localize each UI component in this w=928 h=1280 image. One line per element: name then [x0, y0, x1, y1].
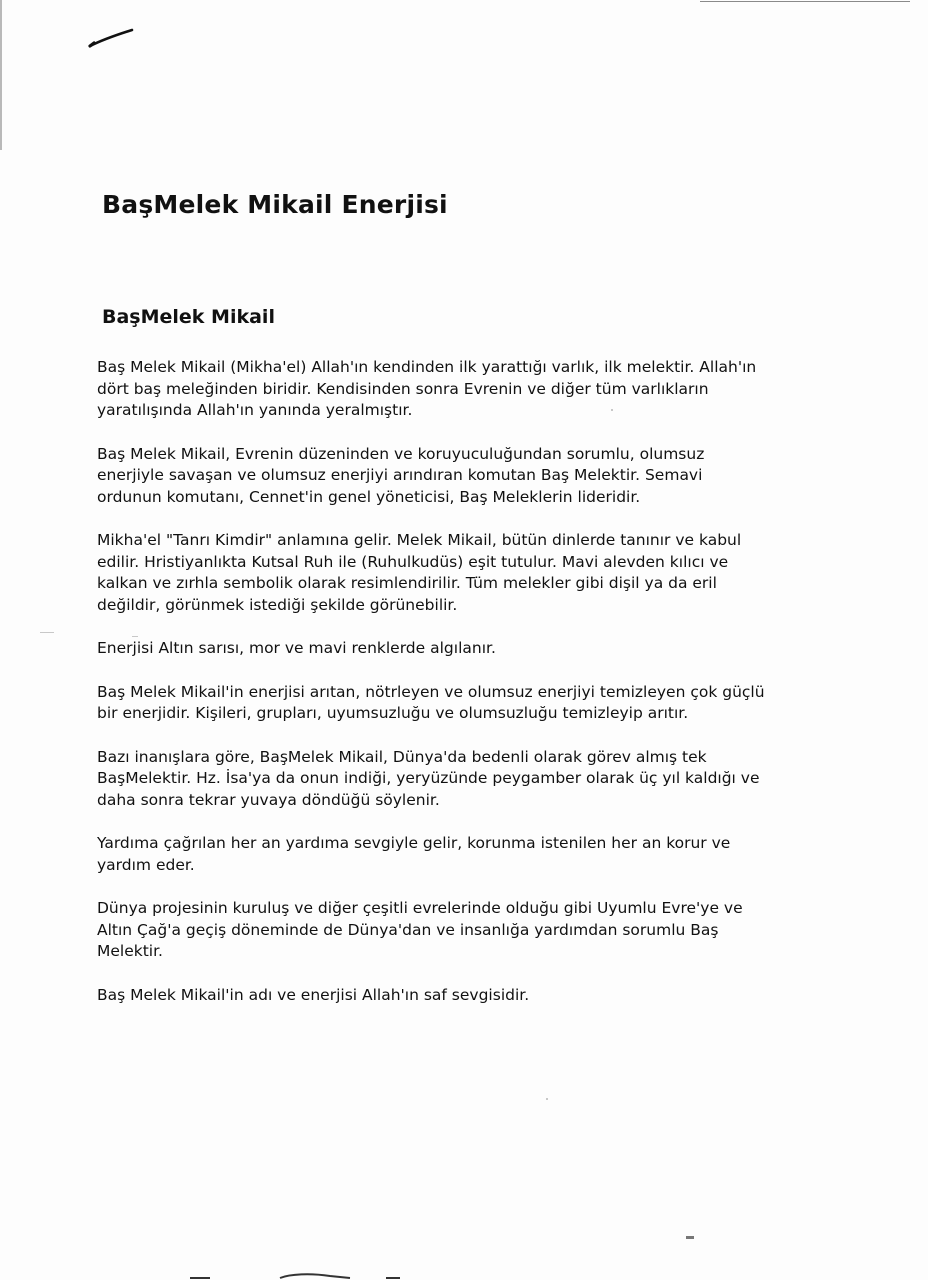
scan-bottom-mark	[190, 1272, 420, 1280]
paragraph: Mikha'el "Tanrı Kimdir" anlamına gelir. Melek Mikail, bütün dinlerde tanınır ve kabul edilir. Hristiyanlıkta Kutsal Ruh ile (Ruhulkudüs) eşit tutulur. Mavi alevden kılıcı ve kalkan ve zırhla sembolik olarak resimlendirilir. Tüm melekler gibi dişil ya da eril değildir, görünmek istediği şekilde görünebilir.	[97, 531, 742, 614]
paragraph: Yardıma çağrılan her an yardıma sevgiyle gelir, korunma istenilen her an korur ve yardım eder.	[97, 834, 731, 874]
section-heading: BaşMelek Mikail	[102, 306, 275, 328]
paragraph: Baş Melek Mikail'in adı ve enerjisi Allah'ın saf sevgisidir.	[97, 985, 530, 1004]
scan-speck	[40, 632, 54, 633]
paragraph: Baş Melek Mikail, Evrenin düzeninden ve koruyuculuğundan sorumlu, olumsuz enerjiyle savaşan ve olumsuz enerjiyi arındıran komutan Baş Melektir. Semavi ordunun komutanı, Cennet'in genel yöneticisi, Baş Meleklerin lideridir.	[97, 444, 705, 506]
document-body	[97, 357, 797, 1028]
scan-speck	[546, 1098, 548, 1100]
scan-top-line	[700, 1, 910, 2]
paragraph: Dünya projesinin kuruluş ve diğer çeşitli evrelerinde olduğu gibi Uyumlu Evre'ye ve Altın Çağ'a geçiş döneminde de Dünya'dan ve insanlığa yardımdan sorumlu Baş Melektir.	[97, 899, 743, 960]
paragraph: Bazı inanışlara göre, BaşMelek Mikail, Dünya'da bedenli olarak görev almış tek BaşMelektir. Hz. İsa'ya da onun indiği, yeryüzünde peygamber olarak üç yıl kaldığı ve daha sonra tekrar yuvaya döndüğü söylenir.	[97, 747, 760, 809]
paragraph: Baş Melek Mikail'in enerjisi arıtan, nötrleyen ve olumsuz enerjiyi temizleyen çok güçlü bir enerjidir. Kişileri, grupları, uyumsuzluğu ve olumsuzluğu temizleyip arıtır.	[97, 682, 765, 722]
paragraph: Enerjisi Altın sarısı, mor ve mavi renklerde algılanır.	[97, 639, 496, 657]
scan-edge-shadow	[0, 0, 2, 150]
document-title: BaşMelek Mikail Enerjisi	[102, 190, 448, 219]
pen-stroke-mark	[88, 26, 136, 50]
scan-speck	[686, 1236, 694, 1239]
paragraph: Baş Melek Mikail (Mikha'el) Allah'ın kendinden ilk yarattığı varlık, ilk melektir. Allah'ın dört baş meleğinden biridir. Kendisinden sonra Evrenin ve diğer tüm varlıkların yaratılışında Allah'ın yanında yeralmıştır.	[97, 358, 757, 419]
scan-speck	[132, 636, 138, 637]
scan-speck	[611, 409, 613, 411]
